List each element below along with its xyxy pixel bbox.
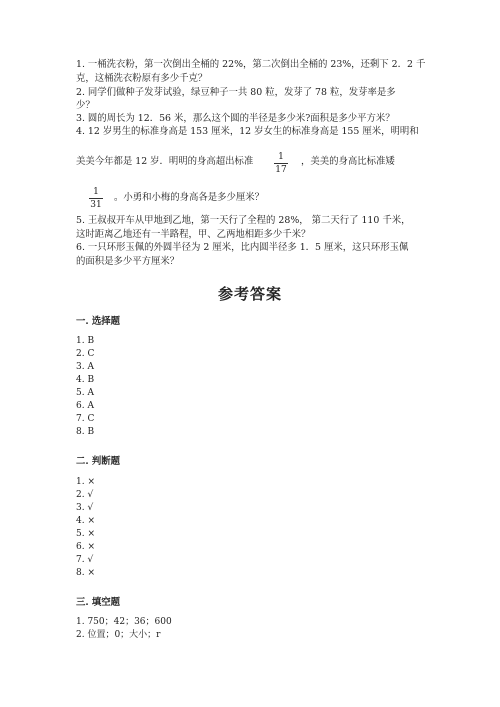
fraction-denominator: 31 <box>90 200 102 210</box>
question-4-line-2-part-1: 美美今年都是 12 岁．明明的身高超出标准 <box>76 156 254 167</box>
judge-answer-4: 4. × <box>76 516 95 526</box>
fraction-bar <box>274 163 288 164</box>
fill-answer-1: 1. 750；42；36；600 <box>76 617 172 627</box>
section-judge-heading: 二. 判断题 <box>76 456 121 467</box>
question-3: 3. 圆的周长为 12．56 米，那么这个圆的半径是多少米?面积是多少平方米？ <box>76 113 395 124</box>
judge-answer-7: 7. √ <box>76 555 94 565</box>
question-2-line-1: 2. 同学们做种子发芽试验，绿豆种子一共 80 粒，发芽了 78 粒，发芽率是多 <box>76 87 396 98</box>
choice-answer-8: 8. B <box>76 427 95 437</box>
judge-answer-5: 5. × <box>76 529 95 539</box>
question-4-line-1: 4. 12 岁男生的标准身高是 153 厘米，12 岁女生的标准身高是 155 厘米，明明和 <box>76 126 419 137</box>
judge-answer-8: 8. × <box>76 568 95 578</box>
question-5-line-2: 这时距离乙地还有一半路程，甲、乙两地相距多少千米？ <box>76 229 311 240</box>
judge-answer-2: 2. √ <box>76 490 94 500</box>
fraction-one-thirtyfirst <box>88 187 104 210</box>
choice-answer-6: 6. A <box>76 401 94 411</box>
choice-answer-3: 3. A <box>76 362 94 372</box>
section-fill-heading: 三. 填空题 <box>76 597 121 608</box>
choice-answer-2: 2. C <box>76 349 95 359</box>
fraction-numerator: 1 <box>278 152 284 162</box>
fraction-numerator: 1 <box>93 187 99 197</box>
question-2-line-2: 少？ <box>76 100 95 111</box>
question-5-line-1: 5. 王叔叔开车从甲地到乙地，第一天行了全程的 28%， 第二天行了 110 千米， <box>76 215 411 226</box>
fraction-bar <box>89 198 103 199</box>
question-6-line-1: 6. 一只环形玉佩的外圆半径为 2 厘米，比内圆半径多 1．5 厘米，这只环形玉佩 <box>76 242 409 253</box>
section-choice-heading: 一. 选择题 <box>76 316 121 327</box>
choice-answer-4: 4. B <box>76 375 95 385</box>
choice-answer-1: 1. B <box>76 336 95 346</box>
question-4-line-3: 。小勇和小梅的身高各是多少厘米？ <box>114 192 265 203</box>
question-1-line-1: 1. 一桶洗衣粉，第一次倒出全桶的 22%，第二次倒出全桶的 23%，还剩下 2．2 千 <box>76 59 426 70</box>
fill-answer-2: 2. 位置；0；大小；r <box>76 630 161 640</box>
answers-title: 参考答案 <box>217 285 282 303</box>
choice-answer-7: 7. C <box>76 414 95 424</box>
judge-answer-1: 1. × <box>76 477 95 487</box>
judge-answer-3: 3. √ <box>76 503 94 513</box>
question-4-line-2-part-2: ，美美的身高比标准矮 <box>301 156 395 167</box>
fraction-one-seventeenth <box>273 152 289 175</box>
fraction-denominator: 17 <box>275 165 287 175</box>
question-6-line-2: 的面积是多少平方厘米？ <box>76 256 180 267</box>
question-1-line-2: 克，这桶洗衣粉原有多少千克？ <box>76 73 208 84</box>
choice-answer-5: 5. A <box>76 388 94 398</box>
judge-answer-6: 6. × <box>76 542 95 552</box>
